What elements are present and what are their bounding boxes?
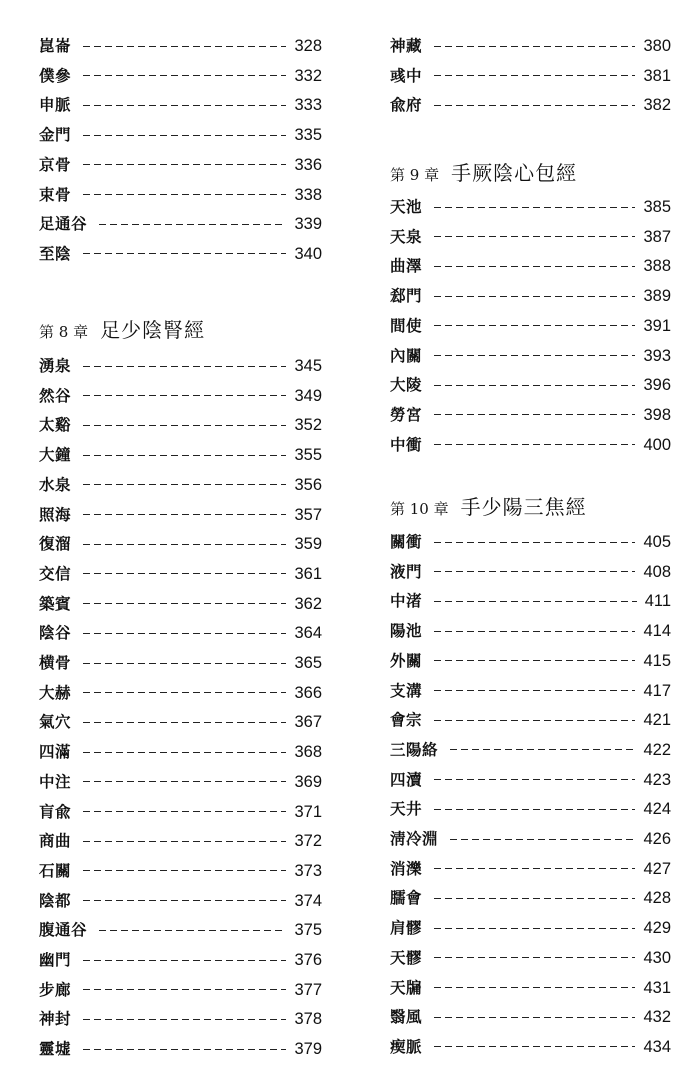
dotted-leader bbox=[434, 809, 635, 810]
entry-name: 金門 bbox=[39, 125, 72, 145]
dotted-leader bbox=[434, 207, 635, 208]
dotted-leader bbox=[450, 839, 635, 840]
entry-name: 照海 bbox=[39, 504, 72, 524]
entry-page-number: 421 bbox=[643, 711, 671, 730]
entry-page-number: 408 bbox=[643, 562, 671, 581]
entry-page-number: 352 bbox=[294, 416, 322, 435]
chapter-number: 第 9 章 bbox=[390, 166, 440, 184]
dotted-leader bbox=[83, 366, 286, 367]
dotted-leader bbox=[450, 749, 635, 750]
entry-page-number: 368 bbox=[294, 743, 322, 762]
toc-entry bbox=[39, 92, 322, 118]
entry-name: 申脈 bbox=[39, 95, 72, 115]
entry-page-number: 426 bbox=[643, 830, 671, 848]
entry-page-number: 427 bbox=[643, 859, 671, 878]
entry-page-number: 374 bbox=[294, 891, 322, 910]
entry-name: 束骨 bbox=[39, 184, 72, 204]
toc-entry bbox=[39, 620, 322, 646]
dotted-leader bbox=[434, 928, 635, 929]
dotted-leader bbox=[83, 455, 286, 456]
toc-entry bbox=[39, 739, 322, 765]
chapter-heading bbox=[390, 157, 671, 189]
toc-entry bbox=[39, 828, 322, 854]
entry-name: 瘈脈 bbox=[390, 1036, 423, 1056]
chapter-title: 手厥陰心包經 bbox=[451, 161, 578, 185]
entry-page-number: 400 bbox=[643, 435, 671, 454]
dotted-leader bbox=[83, 46, 286, 47]
entry-page-number: 429 bbox=[643, 919, 671, 938]
entry-name: 支溝 bbox=[390, 680, 423, 700]
entry-page-number: 332 bbox=[294, 66, 322, 85]
dotted-leader bbox=[434, 46, 635, 47]
entry-page-number: 364 bbox=[294, 624, 322, 643]
dotted-leader bbox=[434, 1046, 635, 1047]
toc-entry bbox=[390, 767, 671, 793]
dotted-leader bbox=[434, 1017, 635, 1018]
toc-entry bbox=[390, 856, 671, 882]
entry-name: 消濼 bbox=[390, 858, 423, 878]
toc-entry bbox=[390, 885, 671, 911]
toc-entry bbox=[39, 353, 322, 379]
entry-name: 足通谷 bbox=[39, 214, 88, 234]
toc-entry bbox=[390, 1004, 671, 1030]
dotted-leader bbox=[434, 868, 635, 869]
entry-name: 間使 bbox=[390, 315, 423, 335]
entry-name: 幽門 bbox=[39, 950, 72, 969]
toc-entry bbox=[390, 253, 671, 279]
toc-entry bbox=[390, 707, 671, 733]
entry-page-number: 405 bbox=[643, 533, 671, 551]
entry-page-number: 411 bbox=[644, 592, 671, 611]
dotted-leader bbox=[434, 266, 635, 267]
entry-name: 太谿 bbox=[39, 415, 72, 435]
toc-entry bbox=[390, 402, 671, 428]
toc-entry bbox=[390, 283, 671, 309]
entry-page-number: 378 bbox=[294, 1010, 322, 1029]
dotted-leader bbox=[83, 603, 286, 604]
toc-entry bbox=[39, 412, 322, 438]
entry-name: 水泉 bbox=[39, 474, 72, 494]
entry-name: 天泉 bbox=[390, 226, 423, 246]
toc-entry bbox=[39, 977, 322, 1003]
dotted-leader bbox=[83, 514, 286, 515]
entry-name: 腹通谷 bbox=[39, 920, 88, 940]
entry-page-number: 356 bbox=[294, 475, 322, 494]
entry-page-number: 428 bbox=[643, 889, 671, 908]
toc-entry bbox=[390, 559, 671, 585]
entry-name: 液門 bbox=[390, 561, 423, 581]
toc-entry bbox=[390, 1034, 671, 1060]
entry-name: 中渚 bbox=[390, 591, 423, 611]
entry-name: 淸冷淵 bbox=[390, 829, 439, 848]
entry-name: 肩髎 bbox=[390, 918, 423, 938]
dotted-leader bbox=[83, 544, 286, 545]
entry-page-number: 338 bbox=[294, 185, 322, 204]
entry-page-number: 434 bbox=[643, 1037, 671, 1056]
entry-page-number: 382 bbox=[643, 96, 671, 115]
toc-entry bbox=[39, 241, 322, 267]
entry-name: 陽池 bbox=[390, 621, 423, 641]
toc-entry bbox=[390, 92, 671, 118]
dotted-leader bbox=[434, 236, 635, 237]
entry-page-number: 357 bbox=[294, 505, 322, 524]
toc-entry bbox=[39, 122, 322, 148]
entry-name: 大赫 bbox=[39, 682, 72, 702]
dotted-leader bbox=[434, 898, 635, 899]
entry-name: 中衝 bbox=[390, 434, 423, 454]
entry-name: 湧泉 bbox=[39, 356, 72, 375]
entry-name: 外關 bbox=[390, 650, 423, 670]
entry-page-number: 361 bbox=[294, 564, 322, 583]
entry-name: 大鐘 bbox=[39, 445, 72, 465]
toc-entry bbox=[390, 372, 671, 398]
dotted-leader bbox=[99, 930, 286, 931]
entry-page-number: 349 bbox=[294, 386, 322, 405]
entry-page-number: 387 bbox=[643, 227, 671, 246]
entry-name: 至陰 bbox=[39, 243, 72, 263]
entry-name: 勞宮 bbox=[390, 404, 423, 424]
toc-entry bbox=[390, 648, 671, 674]
dotted-leader bbox=[83, 960, 286, 961]
entry-page-number: 432 bbox=[643, 1008, 671, 1027]
entry-page-number: 431 bbox=[643, 978, 671, 997]
entry-name: 關衝 bbox=[390, 532, 423, 551]
dotted-leader bbox=[434, 542, 635, 543]
toc-entry bbox=[39, 858, 322, 884]
toc-entry bbox=[390, 945, 671, 971]
entry-page-number: 340 bbox=[294, 244, 322, 263]
toc-entry bbox=[390, 737, 671, 763]
entry-name: 臑會 bbox=[390, 888, 423, 908]
entry-page-number: 377 bbox=[294, 980, 322, 999]
entry-name: 天髎 bbox=[390, 947, 423, 967]
dotted-leader bbox=[434, 296, 635, 297]
entry-name: 氣穴 bbox=[39, 712, 72, 732]
entry-name: 會宗 bbox=[390, 710, 423, 730]
entry-name: 肓兪 bbox=[39, 801, 72, 821]
entry-page-number: 398 bbox=[643, 405, 671, 424]
dotted-leader bbox=[434, 779, 635, 780]
dotted-leader bbox=[434, 601, 637, 602]
entry-page-number: 335 bbox=[294, 126, 322, 145]
entry-page-number: 345 bbox=[294, 357, 322, 375]
dotted-leader bbox=[83, 253, 286, 254]
entry-name: 商曲 bbox=[39, 831, 72, 851]
entry-page-number: 396 bbox=[643, 376, 671, 395]
dotted-leader bbox=[434, 571, 635, 572]
dotted-leader bbox=[434, 987, 635, 988]
entry-page-number: 366 bbox=[294, 683, 322, 702]
entry-page-number: 372 bbox=[294, 832, 322, 851]
dotted-leader bbox=[83, 135, 286, 136]
toc-entry bbox=[390, 796, 671, 822]
entry-name: 交信 bbox=[39, 563, 72, 583]
entry-page-number: 339 bbox=[294, 215, 322, 234]
entry-name: 曲澤 bbox=[390, 256, 423, 276]
entry-page-number: 417 bbox=[643, 681, 671, 700]
entry-name: 三陽絡 bbox=[390, 739, 439, 759]
entry-name: 築賓 bbox=[39, 593, 72, 613]
toc-entry bbox=[39, 383, 322, 409]
toc-entry bbox=[39, 709, 322, 735]
entry-name: 兪府 bbox=[390, 95, 423, 115]
dotted-leader bbox=[83, 841, 286, 842]
dotted-leader bbox=[83, 75, 286, 76]
dotted-leader bbox=[83, 900, 286, 901]
entry-page-number: 336 bbox=[294, 155, 322, 174]
dotted-leader bbox=[434, 105, 635, 106]
dotted-leader bbox=[83, 752, 286, 753]
toc-entry bbox=[39, 917, 322, 943]
chapter-number: 第 8 章 bbox=[39, 323, 89, 341]
entry-page-number: 328 bbox=[294, 37, 322, 55]
entry-name: 神藏 bbox=[390, 36, 423, 55]
toc-entry bbox=[39, 799, 322, 825]
chapter-heading bbox=[390, 491, 671, 523]
entry-page-number: 393 bbox=[643, 346, 671, 365]
entry-name: 僕參 bbox=[39, 65, 72, 85]
dotted-leader bbox=[434, 414, 635, 415]
toc-entry bbox=[390, 975, 671, 1001]
chapter-title: 足少陰腎經 bbox=[100, 318, 206, 342]
dotted-leader bbox=[83, 105, 286, 106]
dotted-leader bbox=[434, 444, 635, 445]
dotted-leader bbox=[83, 484, 286, 485]
entry-page-number: 373 bbox=[294, 861, 322, 880]
entry-page-number: 380 bbox=[643, 37, 671, 55]
entry-name: 中注 bbox=[39, 771, 72, 791]
toc-entry bbox=[390, 678, 671, 704]
toc-entry bbox=[39, 442, 322, 468]
entry-name: 陰谷 bbox=[39, 623, 72, 643]
entry-name: 天牖 bbox=[390, 977, 423, 997]
dotted-leader bbox=[434, 75, 635, 76]
entry-page-number: 389 bbox=[643, 287, 671, 306]
dotted-leader bbox=[83, 722, 286, 723]
dotted-leader bbox=[83, 633, 286, 634]
dotted-leader bbox=[83, 781, 286, 782]
dotted-leader bbox=[434, 660, 635, 661]
dotted-leader bbox=[434, 720, 635, 721]
entry-page-number: 414 bbox=[643, 622, 671, 641]
toc-entry bbox=[39, 1036, 322, 1062]
toc-entry bbox=[390, 618, 671, 644]
entry-page-number: 379 bbox=[294, 1040, 322, 1059]
toc-entry bbox=[39, 591, 322, 617]
entry-name: 横骨 bbox=[39, 653, 72, 672]
entry-name: 復溜 bbox=[39, 534, 72, 554]
toc-entry bbox=[390, 915, 671, 941]
entry-name: 大陵 bbox=[390, 375, 423, 395]
entry-page-number: 362 bbox=[294, 594, 322, 613]
entry-page-number: 385 bbox=[643, 198, 671, 216]
toc-entry bbox=[390, 432, 671, 458]
toc-entry bbox=[390, 529, 671, 555]
toc-entry bbox=[39, 152, 322, 178]
toc-entry bbox=[390, 33, 671, 59]
dotted-leader bbox=[83, 1049, 286, 1050]
dotted-leader bbox=[83, 663, 286, 664]
entry-page-number: 391 bbox=[643, 316, 671, 335]
chapter-title: 手少陽三焦經 bbox=[460, 495, 587, 519]
toc-entry bbox=[39, 650, 322, 676]
entry-name: 郄門 bbox=[390, 286, 423, 306]
entry-name: 彧中 bbox=[390, 65, 423, 85]
toc-entry bbox=[390, 224, 671, 250]
dotted-leader bbox=[99, 224, 286, 225]
toc-entry bbox=[390, 313, 671, 339]
entry-page-number: 359 bbox=[294, 535, 322, 554]
toc-entry bbox=[390, 588, 671, 614]
entry-name: 四滿 bbox=[39, 742, 72, 762]
dotted-leader bbox=[434, 690, 635, 691]
dotted-leader bbox=[83, 194, 286, 195]
chapter-heading bbox=[39, 314, 322, 346]
toc-entry bbox=[39, 33, 322, 59]
toc-entry bbox=[39, 947, 322, 973]
entry-name: 然谷 bbox=[39, 385, 72, 405]
entry-page-number: 423 bbox=[643, 770, 671, 789]
entry-page-number: 422 bbox=[643, 740, 671, 759]
dotted-leader bbox=[83, 1019, 286, 1020]
toc-entry bbox=[390, 343, 671, 369]
toc-entry bbox=[39, 182, 322, 208]
entry-page-number: 424 bbox=[643, 800, 671, 819]
entry-page-number: 381 bbox=[643, 66, 671, 85]
dotted-leader bbox=[434, 325, 635, 326]
entry-page-number: 376 bbox=[294, 951, 322, 969]
toc-entry bbox=[39, 888, 322, 914]
toc-entry bbox=[39, 502, 322, 528]
entry-name: 天池 bbox=[390, 197, 423, 216]
entry-name: 天井 bbox=[390, 799, 423, 819]
entry-name: 步廊 bbox=[39, 979, 72, 999]
dotted-leader bbox=[83, 573, 286, 574]
entry-name: 四瀆 bbox=[390, 769, 423, 789]
dotted-leader bbox=[83, 395, 286, 396]
toc-entry bbox=[39, 63, 322, 89]
dotted-leader bbox=[83, 164, 286, 165]
dotted-leader bbox=[434, 957, 635, 958]
entry-name: 石關 bbox=[39, 860, 72, 880]
dotted-leader bbox=[83, 811, 286, 812]
entry-name: 內關 bbox=[390, 345, 423, 365]
toc-entry bbox=[390, 826, 671, 852]
entry-page-number: 388 bbox=[643, 257, 671, 276]
entry-page-number: 365 bbox=[294, 654, 322, 672]
entry-page-number: 415 bbox=[643, 651, 671, 670]
toc-entry bbox=[39, 211, 322, 237]
toc-entry bbox=[39, 561, 322, 587]
dotted-leader bbox=[434, 355, 635, 356]
entry-page-number: 430 bbox=[643, 948, 671, 967]
entry-name: 京骨 bbox=[39, 154, 72, 174]
dotted-leader bbox=[83, 425, 286, 426]
dotted-leader bbox=[83, 989, 286, 990]
toc-entry bbox=[39, 472, 322, 498]
chapter-number: 第 10 章 bbox=[390, 500, 449, 518]
dotted-leader bbox=[83, 870, 286, 871]
entry-name: 陰都 bbox=[39, 890, 72, 910]
entry-name: 崑崙 bbox=[39, 36, 72, 55]
entry-page-number: 375 bbox=[294, 921, 322, 940]
toc-entry bbox=[390, 63, 671, 89]
entry-page-number: 355 bbox=[294, 446, 322, 465]
dotted-leader bbox=[434, 385, 635, 386]
toc-entry bbox=[39, 680, 322, 706]
entry-page-number: 333 bbox=[294, 96, 322, 115]
entry-name: 靈墟 bbox=[39, 1039, 72, 1059]
entry-page-number: 371 bbox=[294, 802, 322, 821]
entry-page-number: 367 bbox=[294, 713, 322, 732]
entry-name: 神封 bbox=[39, 1009, 72, 1029]
toc-entry bbox=[39, 1006, 322, 1032]
toc-entry bbox=[39, 531, 322, 557]
toc-entry bbox=[39, 769, 322, 795]
entry-page-number: 369 bbox=[294, 772, 322, 791]
dotted-leader bbox=[83, 692, 286, 693]
entry-name: 翳風 bbox=[390, 1007, 423, 1027]
toc-entry bbox=[390, 194, 671, 220]
dotted-leader bbox=[434, 631, 635, 632]
